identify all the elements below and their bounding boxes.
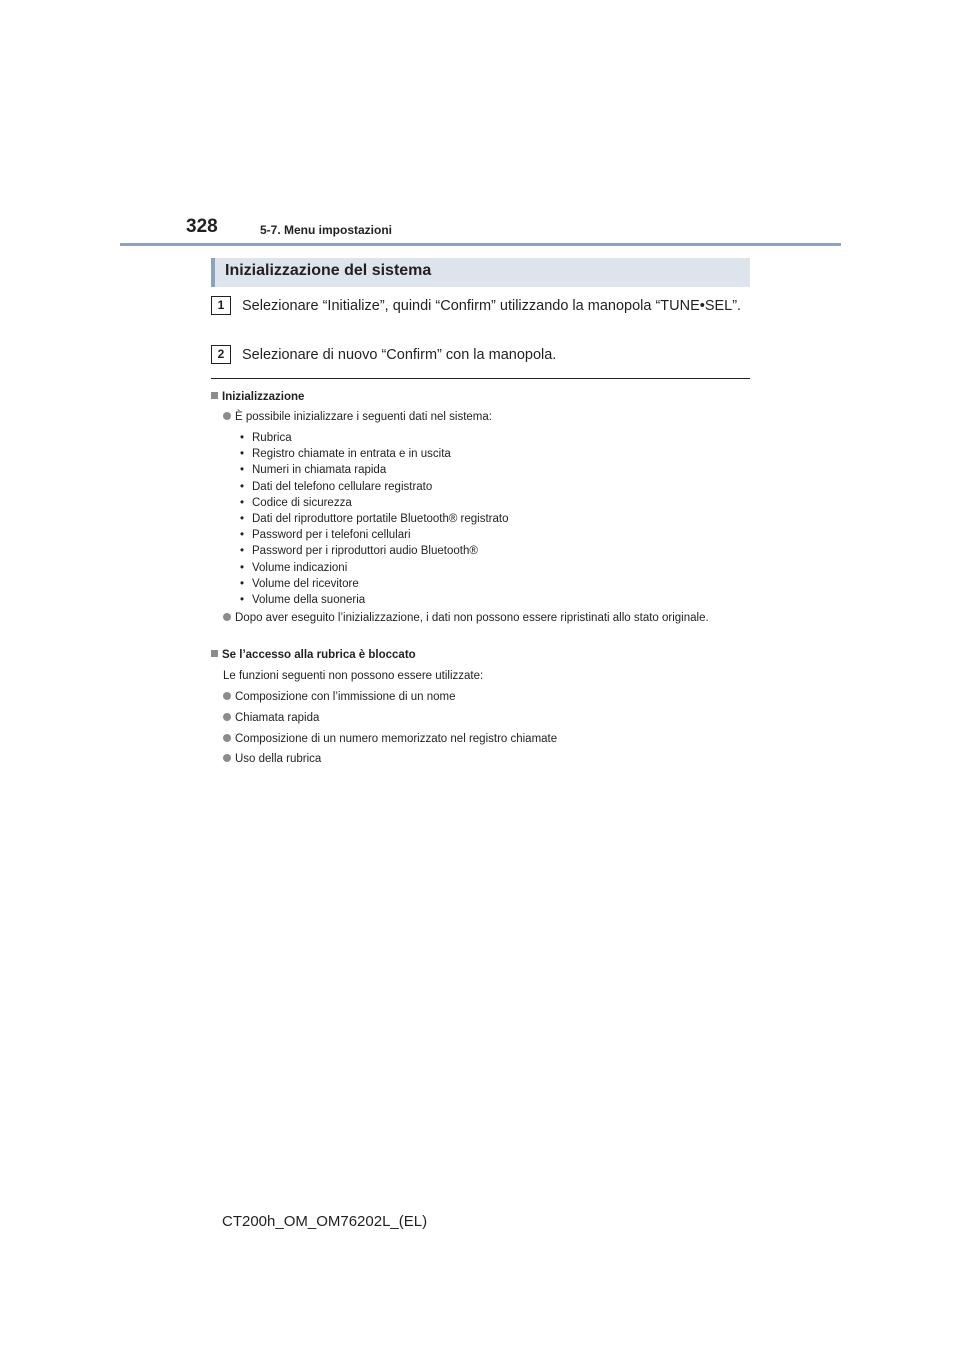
list-item: • Numeri in chiamata rapida <box>240 464 387 477</box>
section-title: Inizializzazione del sistema <box>225 262 432 279</box>
bullet-icon: • <box>240 432 245 444</box>
bullet-icon: • <box>240 464 245 477</box>
divider <box>211 378 750 379</box>
list-item: • Registro chiamate in entrata e in uscita <box>240 448 451 461</box>
list-item: • Password per i telefoni cellulari <box>240 529 411 542</box>
page-number: 328 <box>186 216 218 237</box>
locked-heading: Se l’accesso alla rubrica è bloccato <box>211 647 416 663</box>
list-item: • Volume indicazioni <box>240 561 348 574</box>
bullet-icon: • <box>240 448 245 461</box>
list-item: Composizione con l’immissione di un nome <box>223 689 456 705</box>
list-item: • Dati del telefono cellulare registrato <box>240 480 433 493</box>
circle-bullet-icon <box>223 713 231 721</box>
bullet-icon: • <box>240 529 245 542</box>
step-text: Selezionare di nuovo “Confirm” con la manopola. <box>242 347 557 363</box>
bullet-icon: • <box>240 545 245 558</box>
header-rule <box>120 243 841 246</box>
bullet-icon: • <box>240 513 245 525</box>
bullet-icon: • <box>240 577 245 590</box>
section-title-bar <box>211 258 750 287</box>
circle-bullet-icon <box>223 613 231 621</box>
init-heading: Inizializzazione <box>211 389 304 405</box>
init-intro: È possibile inizializzare i seguenti dati nel sistema: <box>223 409 492 425</box>
footer-code: CT200h_OM_OM76202L_(EL) <box>222 1213 428 1230</box>
circle-bullet-icon <box>223 412 231 420</box>
bullet-icon: • <box>240 561 245 574</box>
list-item: • Codice di sicurezza <box>240 496 352 509</box>
step-number: 1 <box>211 296 231 315</box>
bullet-icon: • <box>240 594 245 606</box>
circle-bullet-icon <box>223 754 231 762</box>
circle-bullet-icon <box>223 692 231 700</box>
square-bullet-icon <box>211 392 218 399</box>
step-text: Selezionare “Initialize”, quindi “Confirm” utilizzando la manopola “TUNE•SEL”. <box>242 298 742 314</box>
list-item: • Volume del ricevitore <box>240 577 359 590</box>
step-number: 2 <box>211 345 231 364</box>
square-bullet-icon <box>211 650 218 657</box>
list-item: Chiamata rapida <box>223 710 319 726</box>
init-warning: Dopo aver eseguito l’inizializzazione, i dati non possono essere ripristinati allo stato originale. <box>223 610 750 626</box>
locked-intro: Le funzioni seguenti non possono essere utilizzate: <box>223 670 484 682</box>
list-item: • Dati del riproduttore portatile Bluetooth® registrato <box>240 513 509 525</box>
circle-bullet-icon <box>223 734 231 742</box>
bullet-icon: • <box>240 480 245 493</box>
list-item: • Volume della suoneria <box>240 594 366 606</box>
list-item: Uso della rubrica <box>223 751 321 767</box>
list-item: • Password per i riproduttori audio Bluetooth® <box>240 545 478 558</box>
list-item: • Rubrica <box>240 432 292 444</box>
list-item: Composizione di un numero memorizzato nel registro chiamate <box>223 731 557 747</box>
bullet-icon: • <box>240 496 245 509</box>
section-label: 5-7. Menu impostazioni <box>260 223 393 237</box>
